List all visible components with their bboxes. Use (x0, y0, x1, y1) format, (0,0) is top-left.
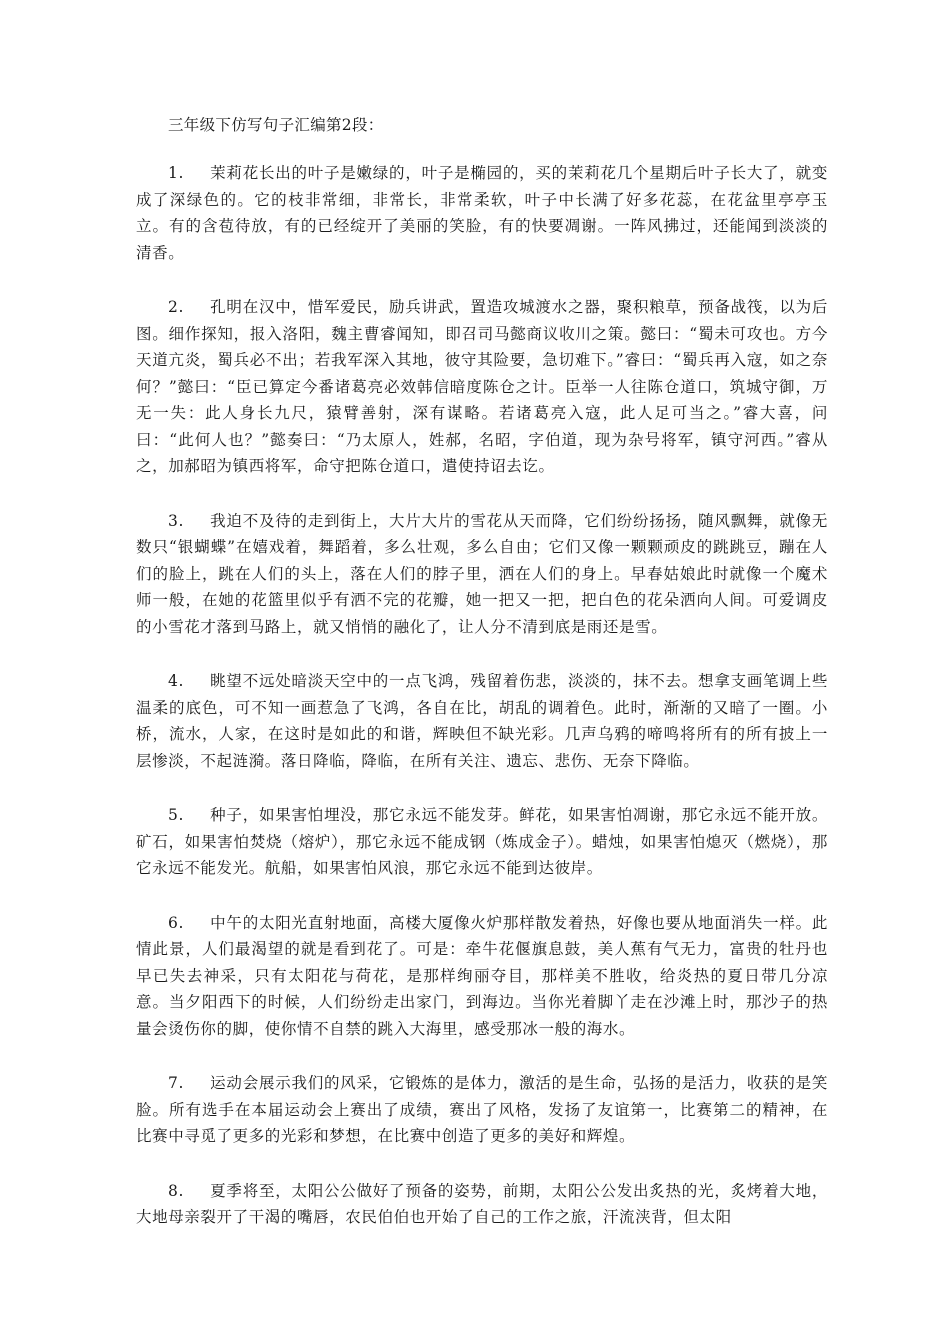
paragraph-number: 7. (168, 1074, 184, 1092)
paragraph-text: 孔明在汉中，惜军爱民，励兵讲武，置造攻城渡水之器，聚积粮草，预备战筏，以为后图。细作探知，报入洛阳，魏主曹睿闻知，即召司马懿商议收川之策。懿曰：“蜀未可攻也。方今天道亢炎，蜀兵必不出；若我军深入其地，彼守其险要，急切难下。”睿曰：“蜀兵再入寇，如之奈何？”懿曰：“臣已算定今番诸葛亮必效韩信暗度陈仓之计。臣举一人往陈仓道口，筑城守御，万无一失：此人身长九尺，猿臂善射，深有谋略。若诸葛亮入寇，此人足可当之。”睿大喜，问曰：“此何人也？”懿奏曰：“乃太原人，姓郝，名昭，字伯道，现为杂号将军，镇守河西。”睿从之，加郝昭为镇西将军，命守把陈仓道口，遣使持诏去讫。 (136, 298, 828, 475)
document-page (136, 112, 828, 1259)
paragraph-text: 种子，如果害怕埋没，那它永远不能发芽。鲜花，如果害怕凋谢，那它永远不能开放。矿石，如果害怕焚烧（熔炉），那它永远不能成钢（炼成金子）。蜡烛，如果害怕熄灭（燃烧），那它永远不能发光。航船，如果害怕风浪，那它永远不能到达彼岸。 (136, 806, 828, 877)
paragraph-3 (136, 508, 828, 641)
paragraph-2 (136, 294, 828, 480)
paragraph-number: 1. (168, 164, 184, 182)
paragraph-text: 茉莉花长出的叶子是嫩绿的，叶子是椭园的，买的茉莉花几个星期后叶子长大了，就变成了深绿色的。它的枝非常细，非常长，非常柔软，叶子中长满了好多花蕊，在花盆里亭亭玉立。有的含苞待放，有的已经绽开了美丽的笑脸，有的快要凋谢。一阵风拂过，还能闻到淡淡的清香。 (136, 164, 828, 262)
paragraph-number: 2. (168, 298, 184, 316)
paragraph-1 (136, 160, 828, 266)
paragraph-text: 眺望不远处暗淡天空中的一点飞鸿，残留着伤悲，淡淡的，抹不去。想拿支画笔调上些温柔的底色，可不知一画惹急了飞鸿，各自在比，胡乱的调着色。此时，渐渐的又暗了一圈。小桥，流水，人家，在这时是如此的和谐，辉映但不缺光彩。几声乌鸦的啼鸣将所有的所有披上一层惨淡，不起涟漪。落日降临，降临，在所有关注、遗忘、悲伤、无奈下降临。 (136, 672, 828, 770)
paragraph-text: 中午的太阳光直射地面，高楼大厦像火炉那样散发着热，好像也要从地面消失一样。此情此景，人们最渴望的就是看到花了。可是：牵牛花偃旗息鼓，美人蕉有气无力，富贵的牡丹也早已失去神采，只有太阳花与荷花，是那样绚丽夺目，那样美不胜收，给炎热的夏日带几分凉意。当夕阳西下的时候，人们纷纷走出家门，到海边。当你光着脚丫走在沙滩上时，那沙子的热量会烫伤你的脚，使你情不自禁的跳入大海里，感受那冰一般的海水。 (136, 913, 828, 1038)
paragraph-7 (136, 1070, 828, 1150)
paragraph-text: 夏季将至，太阳公公做好了预备的姿势，前期，太阳公公发出炙热的光，炙烤着大地，大地母亲裂开了干渴的嘴唇，农民伯伯也开始了自己的工作之旅，汗流浃背，但太阳 (136, 1181, 828, 1226)
paragraph-text: 我迫不及待的走到街上，大片大片的雪花从天而降，它们纷纷扬扬，随风飘舞，就像无数只“银蝴蝶”在嬉戏着，舞蹈着，多么壮观，多么自由；它们又像一颗颗顽皮的跳跳豆，蹦在人们的脸上，跳在人们的头上，落在人们的脖子里，洒在人们的身上。早春姑娘此时就像一个魔术师一般，在她的花篮里似乎有洒不完的花瓣，她一把又一把，把白色的花朵洒向人间。可爱调皮的小雪花才落到马路上，就又悄悄的融化了，让人分不清到底是雨还是雪。 (136, 511, 828, 636)
document-title: 三年级下仿写句子汇编第2段： (168, 116, 384, 134)
paragraph-number: 6. (168, 913, 184, 932)
paragraph-number: 4. (168, 672, 184, 690)
paragraph-8 (136, 1178, 828, 1231)
paragraph-6 (136, 910, 828, 1043)
paragraph-text: 运动会展示我们的风采，它锻炼的是体力，激活的是生命，弘扬的是活力，收获的是笑脸。所有选手在本届运动会上赛出了成绩，赛出了风格，发扬了友谊第一，比赛第二的精神，在比赛中寻觅了更多的光彩和梦想，在比赛中创造了更多的美好和辉煌。 (136, 1074, 828, 1145)
paragraph-number: 5. (168, 806, 184, 824)
paragraph-number: 3. (168, 511, 184, 530)
paragraph-5 (136, 802, 828, 882)
paragraph-number: 8. (168, 1181, 184, 1200)
paragraph-4 (136, 668, 828, 774)
